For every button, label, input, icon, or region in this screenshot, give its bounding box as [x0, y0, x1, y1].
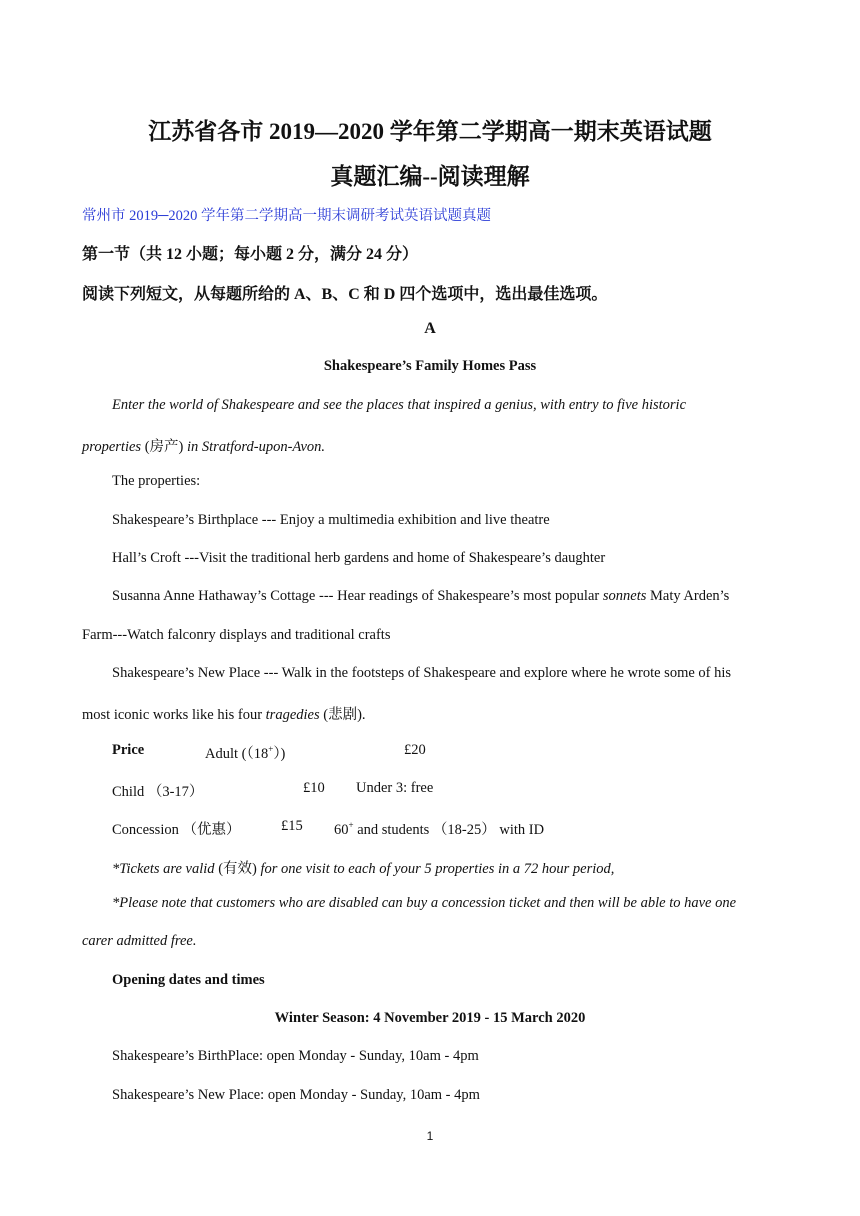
- opening-birthplace: Shakespeare’s BirthPlace: open Monday - Sunday, 10am - 4pm: [112, 1048, 479, 1064]
- price-child-label: Child （3-17）: [112, 784, 204, 800]
- opening-heading: Opening dates and times: [112, 972, 265, 988]
- price-label: Price: [112, 742, 145, 758]
- price-concession-value: £15: [281, 818, 303, 834]
- property3-text-c: Maty Arden’s: [646, 588, 730, 604]
- intro-text-c: in Stratford-upon-Avon.: [183, 439, 326, 455]
- concession-text-b: and students （18-25） with ID: [353, 822, 545, 838]
- disabled-note-line-1: *Please note that customers who are disabled can buy a concession ticket and then will be able to have one: [112, 895, 737, 911]
- intro-line-2: [82, 435, 325, 456]
- ticket-validity-note: [112, 857, 614, 878]
- document-title: 江苏省各市 2019—2020 学年第二学期高一期末英语试题: [148, 119, 712, 144]
- intro-line-1: Enter the world of Shakespeare and see the places that inspired a genius, with entry to five historic: [112, 397, 687, 413]
- page-number: 1: [426, 1129, 434, 1143]
- section-instructions: 阅读下列短文，从每题所给的 A、B、C 和 D 四个选项中，选出最佳选项。: [82, 286, 608, 303]
- price-child-value: £10: [303, 780, 325, 796]
- properties-label: The properties:: [112, 473, 201, 489]
- price-under3: Under 3: free: [356, 780, 434, 796]
- price-adult-value: £20: [404, 742, 426, 758]
- intro-text-b: (房产): [144, 439, 184, 455]
- price-adult-label: [205, 742, 285, 763]
- opening-new-place: Shakespeare’s New Place: open Monday - Sunday, 10am - 4pm: [112, 1087, 480, 1103]
- passage-letter: A: [424, 320, 436, 337]
- disabled-note-line-2: carer admitted free.: [82, 933, 197, 949]
- property3-text-b: sonnets: [602, 588, 647, 604]
- property-new-place-line-2: [82, 703, 366, 724]
- property3-text-a: Susanna Anne Hathaway’s Cottage --- Hear readings of Shakespeare’s most popular: [112, 588, 603, 604]
- property4-text-b: most iconic works like his four: [82, 707, 266, 723]
- price-concession-label: Concession （优惠）: [112, 822, 241, 838]
- section-heading: 第一节（共 12 小题；每小题 2 分，满分 24 分）: [82, 246, 419, 263]
- note1-text-c: for one visit to each of your 5 properties in a 72 hour period,: [256, 861, 615, 877]
- property-cottage-line-1: [112, 588, 729, 605]
- document-subtitle: 真题汇编--阅读理解: [330, 164, 530, 189]
- property-cottage-line-2: Farm---Watch falconry displays and traditional crafts: [82, 627, 391, 643]
- concession-text-a: 60: [334, 822, 349, 838]
- property4-text-d: (悲剧).: [319, 707, 366, 723]
- adult-text-b: ）): [273, 746, 286, 762]
- source-link[interactable]: 常州市 2019─2020 学年第二学期高一期末调研考试英语试题真题: [82, 208, 492, 224]
- concession-sup: +: [348, 820, 354, 831]
- adult-sup: +: [268, 744, 274, 755]
- property4-text-c: tragedies: [265, 707, 320, 723]
- note1-text-b: (有效): [218, 861, 257, 877]
- passage-title: Shakespeare’s Family Homes Pass: [323, 358, 537, 374]
- intro-text-a: properties: [82, 439, 145, 455]
- adult-text-a: Adult (（18: [205, 746, 269, 762]
- price-concession-note: [334, 818, 544, 839]
- winter-season: Winter Season: 4 November 2019 - 15 March 2020: [274, 1010, 586, 1026]
- property-halls-croft: Hall’s Croft ---Visit the traditional herb gardens and home of Shakespeare’s daughter: [112, 550, 606, 566]
- property-new-place-line-1: Shakespeare’s New Place --- Walk in the footsteps of Shakespeare and explore where he wrote some of his: [112, 665, 732, 681]
- note1-text-a: *Tickets are valid: [112, 861, 219, 877]
- property-birthplace: Shakespeare’s Birthplace --- Enjoy a multimedia exhibition and live theatre: [112, 512, 550, 528]
